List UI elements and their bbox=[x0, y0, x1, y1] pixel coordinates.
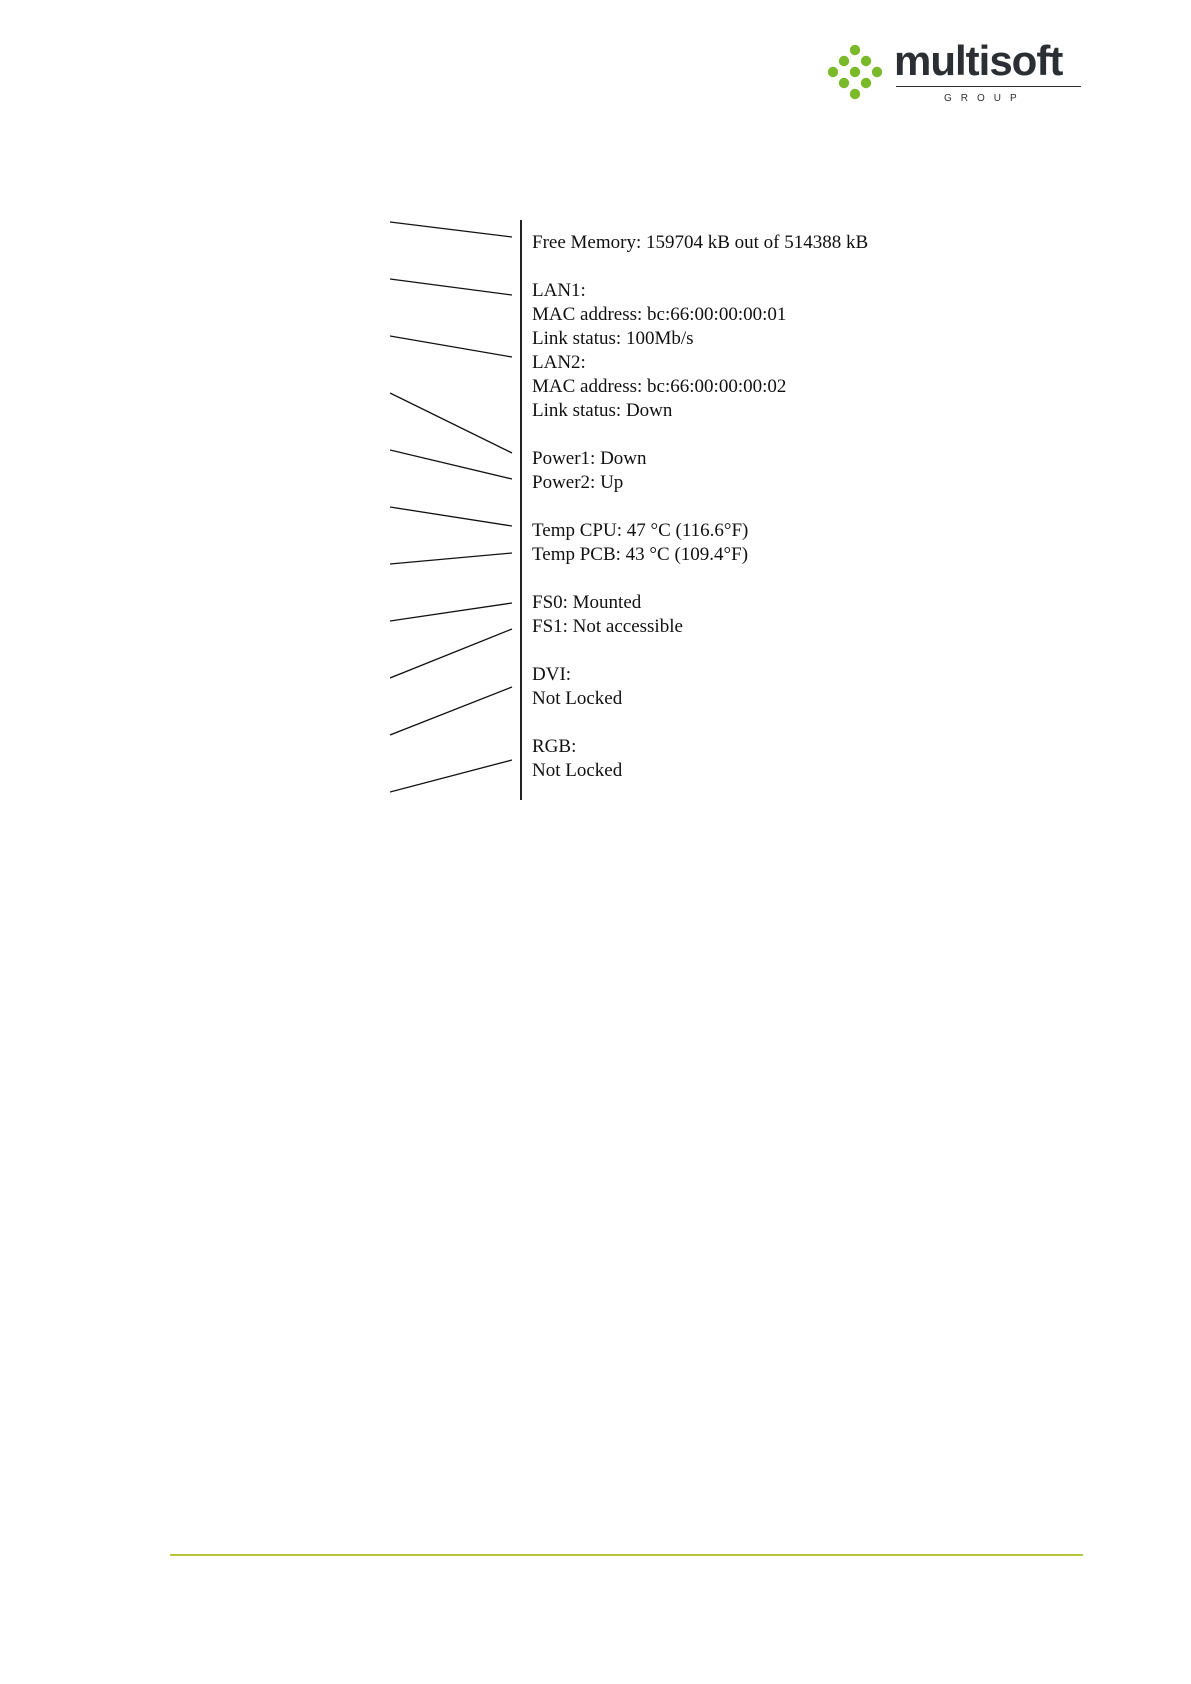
power2-status: Power2: Up bbox=[532, 472, 624, 493]
leader-line-lan1 bbox=[390, 279, 512, 295]
leader-line-memory bbox=[390, 222, 512, 237]
leader-line-temp-cpu bbox=[390, 507, 512, 526]
logo-rule bbox=[896, 86, 1081, 87]
rgb-label: RGB: bbox=[532, 736, 577, 757]
lan2-mac: MAC address: bc:66:00:00:00:02 bbox=[532, 376, 787, 397]
leader-line-dvi bbox=[390, 687, 512, 735]
dvi-state: Not Locked bbox=[532, 688, 623, 709]
rgb-state: Not Locked bbox=[532, 760, 623, 781]
dvi-label: DVI: bbox=[532, 664, 572, 685]
power1-status: Power1: Down bbox=[532, 448, 647, 469]
logo-wordmark: multisoft bbox=[894, 37, 1063, 84]
status-readout bbox=[532, 231, 868, 783]
free-memory: Free Memory: 159704 kB out of 514388 kB bbox=[532, 232, 869, 253]
device-status-figure bbox=[390, 210, 930, 800]
fs1-status: FS1: Not accessible bbox=[532, 616, 683, 637]
leader-line-power2 bbox=[390, 450, 512, 479]
multisoft-logo bbox=[826, 37, 1086, 106]
temp-pcb: Temp PCB: 43 °C (109.4°F) bbox=[532, 544, 749, 565]
temp-cpu: Temp CPU: 47 °C (116.6°F) bbox=[532, 520, 749, 541]
logo-subtitle: GROUP bbox=[944, 93, 1026, 104]
leader-line-power1 bbox=[390, 393, 512, 453]
logo-dots-icon bbox=[826, 44, 890, 104]
leader-line-lan2 bbox=[390, 336, 512, 357]
callout-leader-lines bbox=[390, 210, 525, 800]
lan1-link-status: Link status: 100Mb/s bbox=[532, 328, 694, 349]
lan2-link-status: Link status: Down bbox=[532, 400, 673, 421]
lan2-label: LAN2: bbox=[532, 352, 586, 373]
leader-line-fs1 bbox=[390, 629, 512, 678]
vertical-divider bbox=[520, 220, 522, 800]
leader-line-rgb bbox=[390, 760, 512, 792]
footer-rule bbox=[170, 1554, 1083, 1556]
lan1-label: LAN1: bbox=[532, 280, 586, 301]
leader-line-temp-pcb bbox=[390, 553, 512, 564]
leader-line-fs0 bbox=[390, 603, 512, 621]
lan1-mac: MAC address: bc:66:00:00:00:01 bbox=[532, 304, 787, 325]
fs0-status: FS0: Mounted bbox=[532, 592, 642, 613]
